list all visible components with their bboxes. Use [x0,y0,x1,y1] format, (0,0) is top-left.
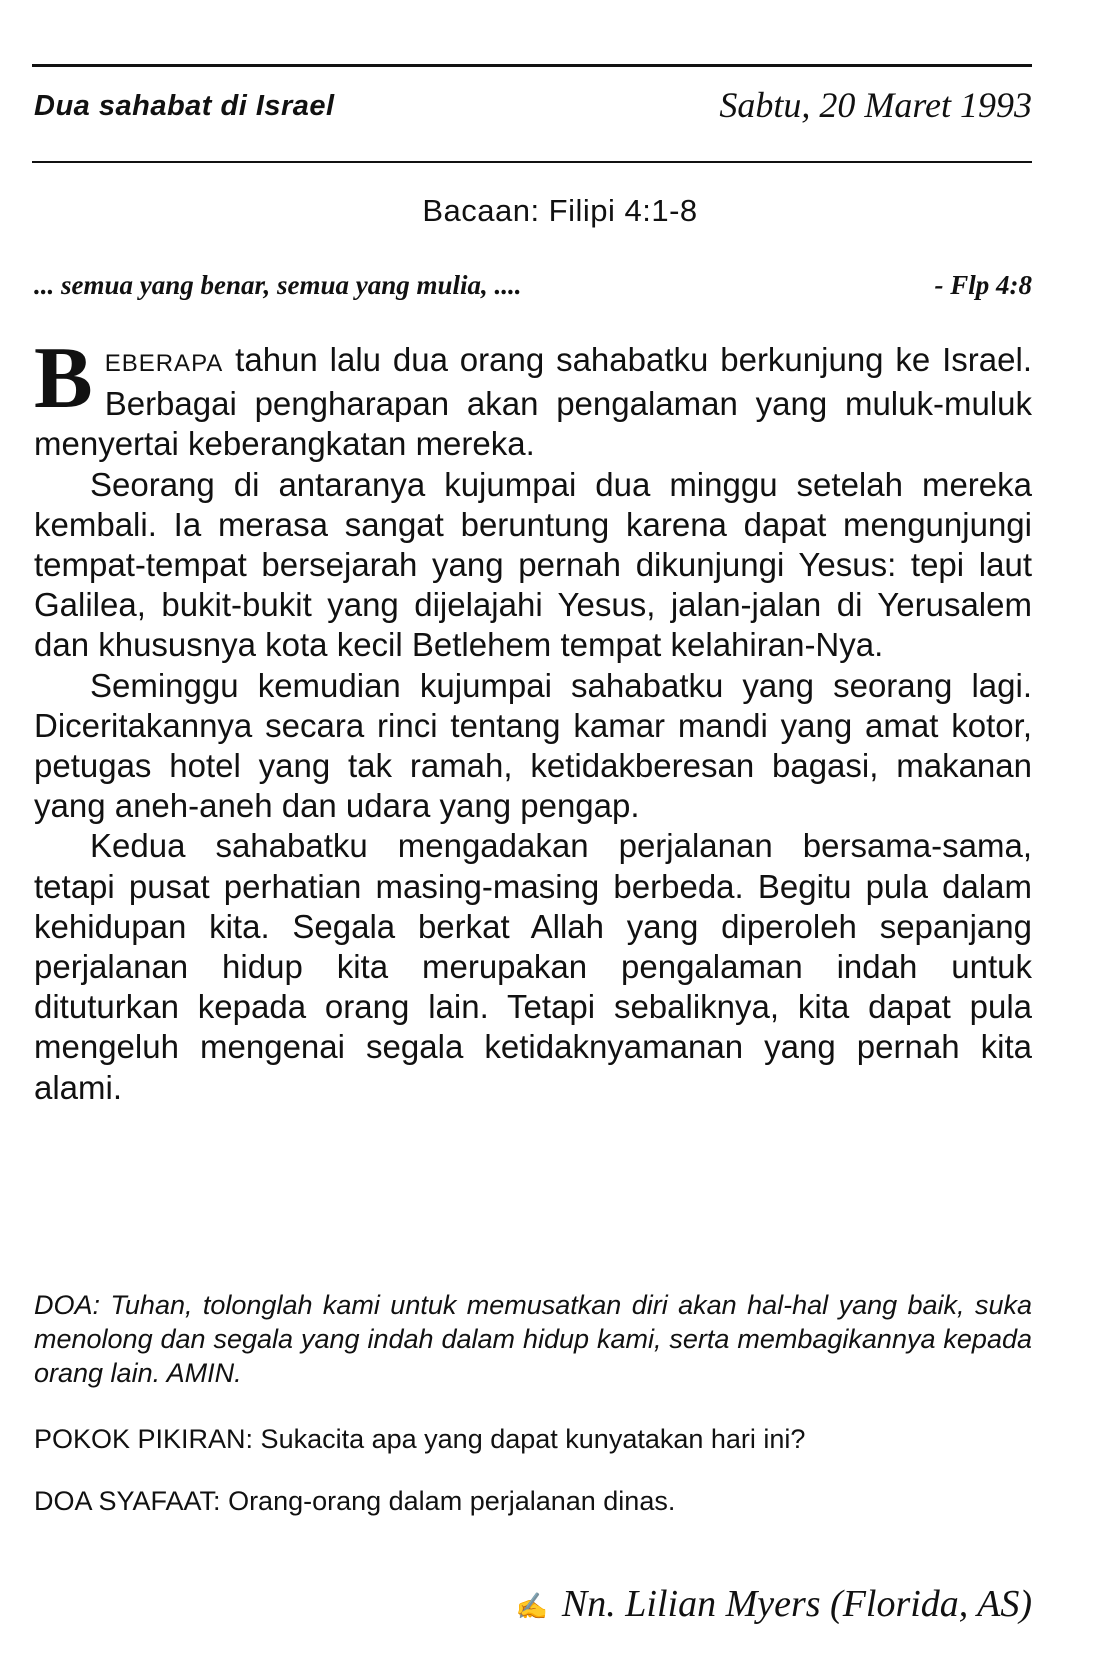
paragraph-2: Seorang di antaranya kujumpai dua minggu setelah mereka kembali. Ia merasa sangat beruntung karena dapat mengunjungi tempat-tempat bersejarah yang pernah dikunjungi Yesus: tepi laut Galilea, bukit-bukit yang dijelajahi Yesus, jalan-jalan di Yerusalem dan khususnya kota kecil Betlehem tempat kelahiran-Nya. [34,465,1032,664]
paragraph-1 [34,330,1032,465]
paragraph-3: Seminggu kemudian kujumpai sahabatku yang seorang lagi. Diceritakannya secara rinci tentang kamar mandi yang amat kotor, petugas hotel yang tak ramah, ketidakberesan bagasi, makanan yang aneh-aneh dan udara yang pengap. [34,666,1032,825]
drop-cap: B [34,330,93,427]
devotional-body [34,330,1032,1108]
key-verse [34,270,1032,301]
writing-hand-icon: ✍ [515,1592,548,1622]
scripture-reading: Bacaan: Filipi 4:1-8 [422,193,698,228]
key-verse-text: ... semua yang benar, semua yang mulia, .... [34,270,522,300]
top-rule [32,64,1032,67]
paragraph-1-text: tahun lalu dua orang sahabatku berkunjung ke Israel. Berbagai pengharapan akan pengalaman yang muluk-muluk menyertai keberangkatan mereka. [34,341,1032,463]
header-rule [32,161,1032,163]
key-verse-ref: - Flp 4:8 [934,270,1032,300]
thought-for-the-day: POKOK PIKIRAN: Sukacita apa yang dapat kunyatakan hari ini? [34,1424,806,1454]
author-name: Nn. Lilian Myers (Florida, AS) [561,1583,1032,1625]
prayer: DOA: Tuhan, tolonglah kami untuk memusatkan diri akan hal-hal yang baik, suka menolong dan segala yang indah dalam hidup kami, serta membagikannya kepada orang lain. AMIN. [34,1290,1032,1388]
page-title: Dua sahabat di Israel [34,90,335,122]
paragraph-4: Kedua sahabatku mengadakan perjalanan bersama-sama, tetapi pusat perhatian masing-masing berbeda. Begitu pula dalam kehidupan kita. Segala berkat Allah yang diperoleh sepanjang perjalanan hidup kita merupakan pengalaman indah untuk dituturkan kepada orang lain. Tetapi sebaliknya, kita dapat pula mengeluh mengenai segala ketidaknyamanan yang pernah kita alami. [34,827,1032,1106]
opening-smallcaps: EBERAPA [104,350,224,377]
page-date: Sabtu, 20 Maret 1993 [719,85,1032,125]
author-credit [516,1582,1032,1626]
prayer-focus: DOA SYAFAAT: Orang-orang dalam perjalanan dinas. [34,1486,676,1516]
